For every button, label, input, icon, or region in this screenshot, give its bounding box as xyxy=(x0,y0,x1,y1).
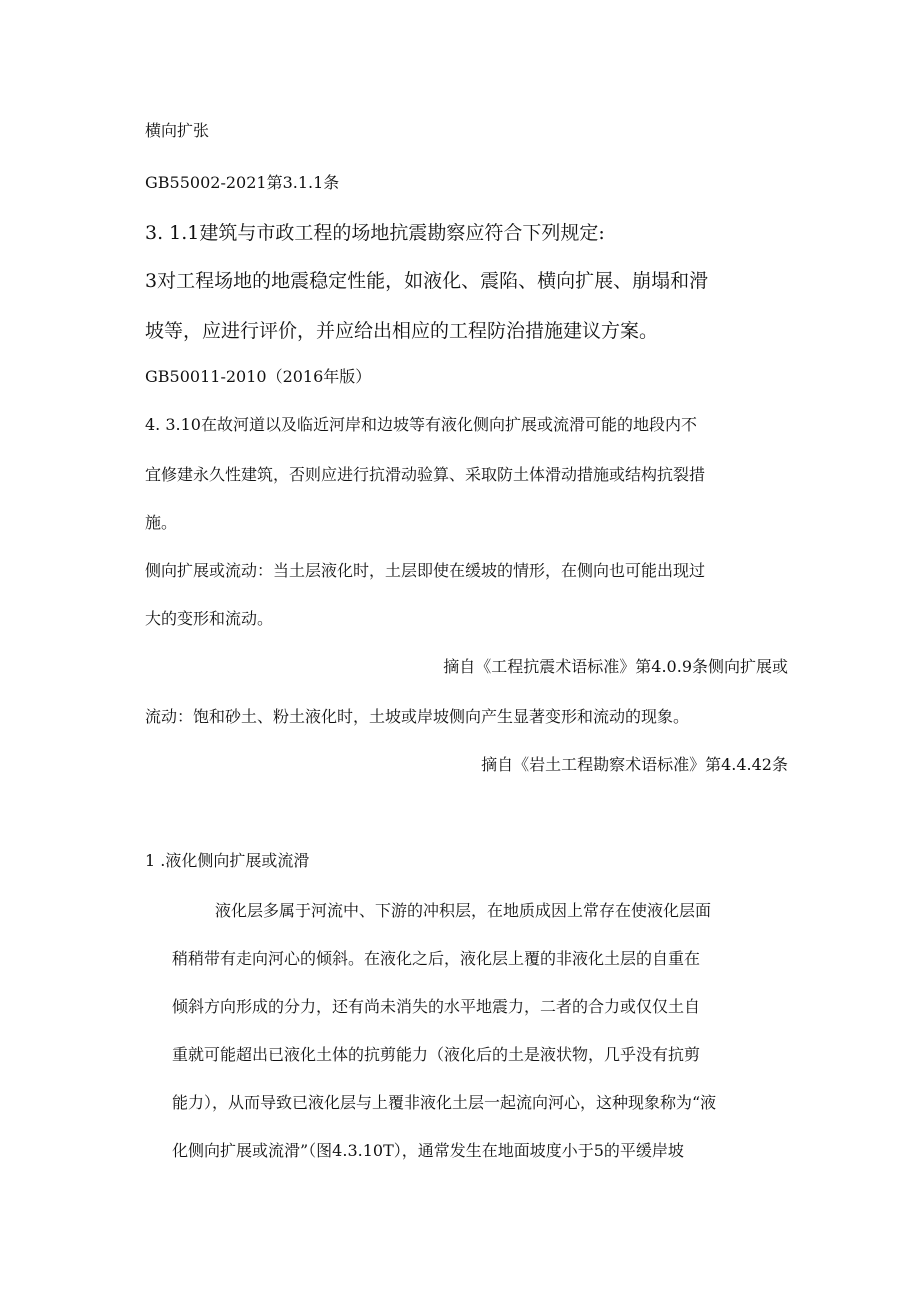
section-1-paragraph-line-5: 能力），从而导致已液化层与上覆非液化土层一起流向河心，这种现象称为“液 xyxy=(172,1093,717,1112)
definition-flow: 流动：饱和砂土、粉土液化时，土坡或岸坡侧向产生显著变形和流动的现象。 xyxy=(145,707,690,726)
item-3-line-1: 3对工程场地的地震稳定性能，如液化、震陷、横向扩展、崩塌和滑 xyxy=(145,270,709,292)
section-1-paragraph-line-1: 液化层多属于河流中、下游的冲积层，在地质成因上常存在使液化层面 xyxy=(215,901,712,920)
clause-3-1-1: 3. 1.1建筑与市政工程的场地抗震勘察应符合下列规定: xyxy=(145,222,605,244)
section-1-title: 1 .液化侧向扩展或流滑 xyxy=(145,851,310,870)
source-citation-2: 摘自《岩土工程勘察术语标准》第4.4.42条 xyxy=(481,755,788,774)
section-1-paragraph-line-3: 倾斜方向形成的分力，还有尚未消失的水平地震力，二者的合力或仅仅土自 xyxy=(172,997,701,1016)
standard-reference-gb50011: GB50011-2010（2016年版） xyxy=(145,367,372,386)
item-3-line-2: 坡等，应进行评价，并应给出相应的工程防治措施建议方案。 xyxy=(145,320,659,342)
definition-lateral-spread-line-2: 大的变形和流动。 xyxy=(145,609,274,628)
clause-4-3-10-line-1: 4. 3.10在故河道以及临近河岸和边坡等有液化侧向扩展或流滑可能的地段内不 xyxy=(145,415,697,434)
standard-reference-gb55002: GB55002-2021第3.1.1条 xyxy=(145,173,340,192)
section-1-paragraph-line-4: 重就可能超出已液化土体的抗剪能力（液化后的土是液状物，几乎没有抗剪 xyxy=(172,1045,701,1064)
clause-4-3-10-line-3: 施。 xyxy=(145,513,178,532)
clause-4-3-10-line-2: 宜修建永久性建筑，否则应进行抗滑动验算、采取防土体滑动措施或结构抗裂措 xyxy=(145,465,706,484)
section-1-paragraph-line-6: 化侧向扩展或流滑”（图4.3.10T），通常发生在地面坡度小于5的平缓岸坡 xyxy=(172,1141,684,1160)
source-citation-1: 摘自《工程抗震术语标准》第4.0.9条侧向扩展或 xyxy=(443,657,788,676)
definition-lateral-spread-line-1: 侧向扩展或流动：当土层液化时，土层即使在缓坡的情形，在侧向也可能出现过 xyxy=(145,561,706,580)
heading-term: 横向扩张 xyxy=(145,121,210,140)
section-1-paragraph-line-2: 稍稍带有走向河心的倾斜。在液化之后，液化层上覆的非液化土层的自重在 xyxy=(172,949,701,968)
